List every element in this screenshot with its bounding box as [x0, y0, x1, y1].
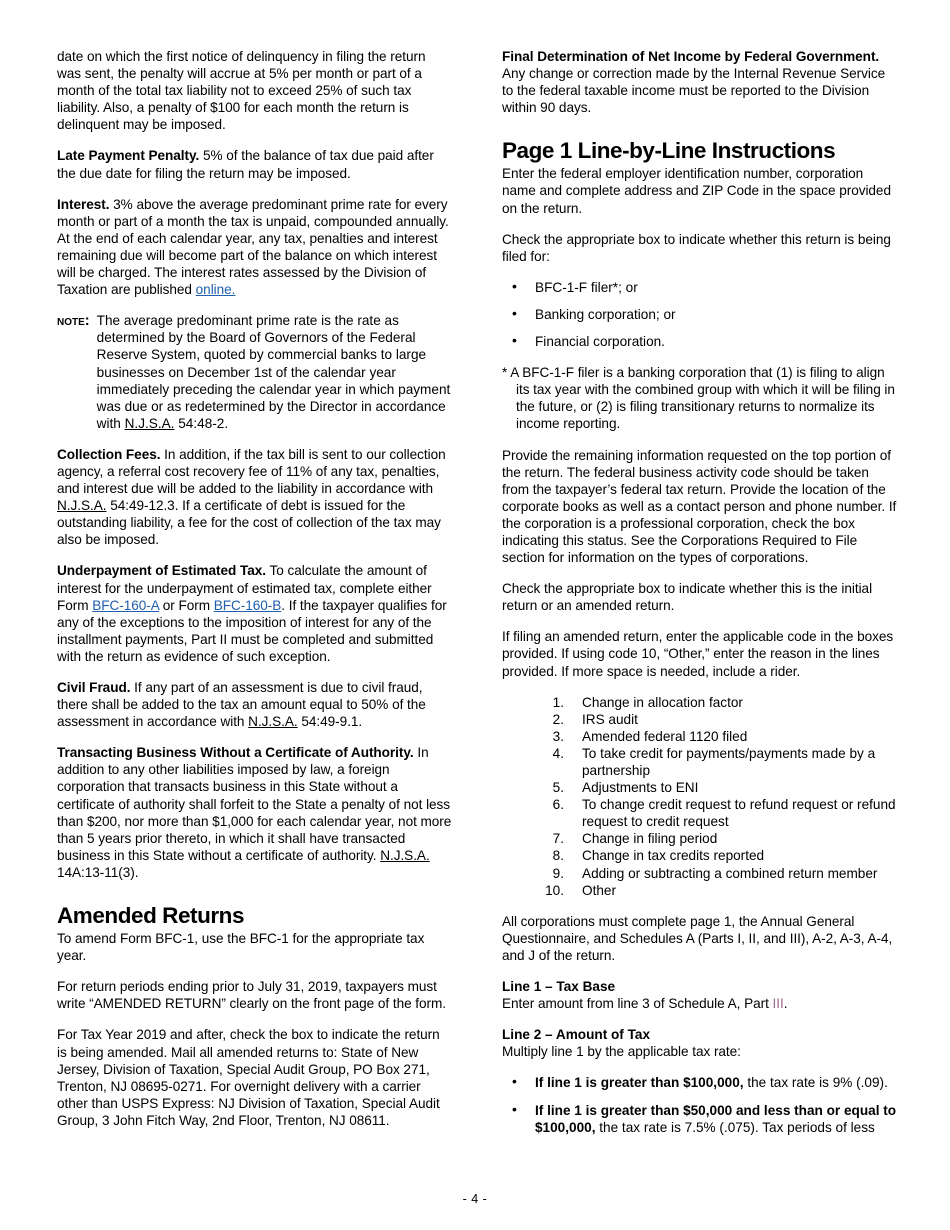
bfc-160-a-link[interactable]: BFC-160-A [92, 597, 160, 613]
line-2-intro: Multiply line 1 by the applicable tax rate: [502, 1044, 741, 1060]
list-item-label: To take credit for payments/payments made by a partnership [582, 745, 876, 778]
transacting-business-text-after: 14A:13-11(3). [57, 864, 139, 880]
collection-fees-label: Collection Fees. [57, 446, 161, 462]
list-item-label: Other [582, 882, 616, 898]
all-corporations-paragraph: All corporations must complete page 1, the Annual General Questionnaire, and Schedules A (Parts I, II, and III), A-2, A-3, A-4, and J of the return. [502, 913, 893, 963]
list-item-number: 6. [552, 797, 564, 813]
tax-rate-bold-condition: If line 1 is greater than $50,000 and less than or equal to $100,000, [535, 1102, 897, 1135]
note-text-after: 54:48-2. [174, 415, 229, 431]
list-item-number: 9. [552, 865, 564, 881]
provide-remaining-information: Provide the remaining information requested on the top portion of the return. The federal business activity code should be taken from the taxpayer’s federal tax return. Provide the location of the corporate books as well as a contact person and phone number. If the corporation is a professional corporation, check the box indicating this status. See the Corporations Required to File section for information on the types of corporations. [502, 447, 897, 566]
amended-returns-paragraph-1: To amend Form BFC-1, use the BFC-1 for the appropriate tax year. [57, 931, 425, 964]
line-1-text-after: . [783, 996, 788, 1012]
online-link[interactable]: online. [195, 282, 236, 298]
check-initial-or-amended: Check the appropriate box to indicate whether this is the initial return or an amended return. [502, 581, 873, 614]
final-determination-label: Final Determination of Net Income by Federal Government. [502, 49, 880, 64]
list-item-label: To change credit request to refund request or refund request to credit request [582, 797, 896, 830]
list-item-label: Amended federal 1120 filed [582, 728, 748, 744]
note-text: The average predominant prime rate is the rate as determined by the Board of Governors of the Federal Reserve System, quoted by commercial banks to large businesses on December 1st of the calendar year immediately preceding the calendar year in which payment was due or as redetermined by the Director in accordance with [96, 313, 451, 431]
list-item [502, 1102, 897, 1136]
page1-instructions-heading: Page 1 Line-by-Line Instructions [502, 138, 836, 164]
line-1-text [502, 995, 897, 1012]
filer-type-bullet-list [502, 279, 897, 350]
list-item-label: Change in filing period [582, 831, 718, 847]
list-item-label: Adjustments to ENI [582, 780, 699, 796]
line-1-heading: Line 1 – Tax Base [502, 979, 616, 995]
list-item-number: 8. [552, 848, 564, 864]
njsa-citation: N.J.S.A. [57, 498, 107, 514]
amended-code-list [502, 694, 897, 899]
list-item [502, 882, 897, 899]
tax-rate-bullet-list [502, 1074, 897, 1135]
list-item-number: 7. [552, 831, 564, 847]
paragraph-final-determination [502, 48, 897, 116]
list-item: • Banking corporation; or [502, 306, 897, 323]
paragraph-civil-fraud [57, 679, 452, 730]
two-column-layout [57, 48, 900, 1150]
line-2-heading: Line 2 – Amount of Tax [502, 1027, 651, 1043]
line-1-text-before: Enter amount from line 3 of Schedule A, Part [502, 996, 773, 1012]
paragraph-underpayment-estimated-tax [57, 562, 452, 665]
collection-fees-text-after: 54:49-12.3. If a certificate of debt is issued for the outstanding liability, a fee for the cost of collection of the tax may also be imposed. [57, 498, 441, 548]
tax-rate-rest: the tax rate is 9% (.09). [743, 1075, 888, 1091]
tax-rate-bold-condition: If line 1 is greater than $100,000, [535, 1075, 744, 1091]
paragraph-late-payment-penalty [57, 147, 452, 181]
list-item-number: 4. [552, 745, 564, 761]
civil-fraud-label: Civil Fraud. [57, 680, 131, 695]
check-box-intro: Check the appropriate box to indicate whether this return is being filed for: [502, 231, 891, 264]
bfc-160-b-link[interactable]: BFC-160-B [213, 597, 282, 613]
transacting-business-label: Transacting Business Without a Certificate of Authority. [57, 745, 414, 761]
paragraph-continued-delinquency: date on which the first notice of delinquency in filing the return was sent, the penalty will accrue at 5% per month or part of a month of the total tax liability not to exceed 25% of such tax liability. Also, a penalty of $100 for each month the return is delinquent may be imposed. [57, 49, 426, 133]
list-item [502, 711, 897, 728]
amended-returns-heading: Amended Returns [57, 903, 245, 929]
underpayment-text-3: . If the taxpayer qualifies for any of the exceptions to the imposition of interest for any of the installment payments, Part II must be completed and submitted with the return as evidence of such exception. [57, 597, 447, 664]
amended-code-intro: If filing an amended return, enter the applicable code in the boxes provided. If using code 10, “Other,” enter the reason in the lines provided. If more space is needed, include a rider. [502, 629, 894, 679]
list-item [502, 1074, 897, 1091]
page1-instructions-intro: Enter the federal employer identification number, corporation name and complete address and ZIP Code in the space provided on the return. [502, 166, 891, 216]
page-number: - 4 - [462, 1192, 488, 1206]
note-body [97, 312, 452, 432]
list-item [502, 847, 897, 864]
paragraph-interest [57, 196, 452, 299]
paragraph-transacting-business [57, 744, 452, 881]
njsa-citation: N.J.S.A. [380, 847, 430, 863]
collection-fees-text: In addition, if the tax bill is sent to our collection agency, a referral cost recovery fee of 11% of any tax, penalties, and interest due will be added to the liability in accordance with [57, 446, 446, 497]
schedule-a-part-iii-ref[interactable]: III [772, 996, 784, 1012]
interest-text: 3% above the average predominant prime rate for every month or part of a month the tax is unpaid, compounded annually. At the end of each calendar year, any tax, penalties and interest remaining due will become part of the balance on which interest will be charged. The interest rates assessed by the Division of Taxation are published [57, 196, 449, 298]
note-label: note: [57, 313, 90, 330]
right-column [502, 48, 897, 1150]
list-item-number: 10. [545, 882, 564, 898]
underpayment-text-2: or Form [159, 597, 214, 613]
list-item [502, 865, 897, 882]
underpayment-text-1: To calculate the amount of interest for the underpayment of estimated tax, complete either Form [57, 563, 432, 613]
list-item [502, 830, 897, 847]
late-payment-penalty-text: 5% of the balance of tax due paid after the due date for filing the return may be imposed. [57, 148, 434, 181]
list-item-label: IRS audit [582, 711, 638, 727]
list-item-number: 2. [552, 711, 564, 727]
list-item: • Financial corporation. [502, 333, 897, 350]
left-column [57, 48, 452, 1143]
list-item-number: 1. [552, 694, 564, 710]
list-item-number: 3. [552, 728, 564, 744]
civil-fraud-text: If any part of an assessment is due to civil fraud, there shall be added to the tax an amount equal to 50% of the assessment in accordance with [57, 680, 426, 730]
list-item-label: Adding or subtracting a combined return member [582, 865, 878, 881]
note-block [57, 312, 452, 432]
list-item [502, 779, 897, 796]
final-determination-text: Any change or correction made by the Internal Revenue Service to the federal taxable income must be reported to the Division within 90 days. [502, 66, 886, 116]
njsa-citation: N.J.S.A. [124, 415, 175, 431]
njsa-citation: N.J.S.A. [248, 714, 298, 730]
list-item [502, 796, 897, 830]
list-item-number: 5. [552, 780, 564, 796]
list-item [502, 745, 897, 779]
list-item-label: Change in allocation factor [582, 694, 743, 710]
civil-fraud-text-after: 54:49-9.1. [297, 714, 363, 730]
paragraph-collection-fees [57, 446, 452, 549]
late-payment-penalty-label: Late Payment Penalty. [57, 148, 200, 164]
list-item [502, 694, 897, 711]
list-item: • BFC-1-F filer*; or [502, 279, 897, 296]
list-item-label: Change in tax credits reported [582, 848, 765, 864]
amended-returns-paragraph-3: For Tax Year 2019 and after, check the box to indicate the return is being amended. Mail all amended returns to: State of New Jersey, Division of Taxation, Special Audit Group, PO Box 271, Trenton, NJ 08695-0271. For overnight delivery with a carrier other than USPS Express: NJ Division of Taxation, Special Audit Group, 3 John Fitch Way, 2nd Floor, Trenton, NJ 08611. [57, 1027, 440, 1128]
amended-returns-paragraph-2: For return periods ending prior to July 31, 2019, taxpayers must write “AMENDED RETURN” clearly on the front page of the form. [57, 979, 447, 1012]
transacting-business-text: In addition to any other liabilities imposed by law, a foreign corporation that transacts business in this State without a certificate of authority shall forfeit to the State a penalty of not less than $200, nor more than $1,000 for each calendar year, not more than 5 years prior thereto, in which it shall have transacted business in this State without a certificate of authority. [57, 745, 452, 863]
underpayment-label: Underpayment of Estimated Tax. [57, 563, 266, 579]
bfc-1-f-footnote: * A BFC-1-F filer is a banking corporation that (1) is filing to align its tax year with the combined group with which it will be filing in the future, or (2) is filing transitionary returns to normalize its income reporting. [502, 365, 895, 432]
tax-rate-rest: the tax rate is 7.5% (.075). Tax periods of less [595, 1119, 875, 1135]
interest-label: Interest. [57, 196, 110, 212]
list-item [502, 728, 897, 745]
